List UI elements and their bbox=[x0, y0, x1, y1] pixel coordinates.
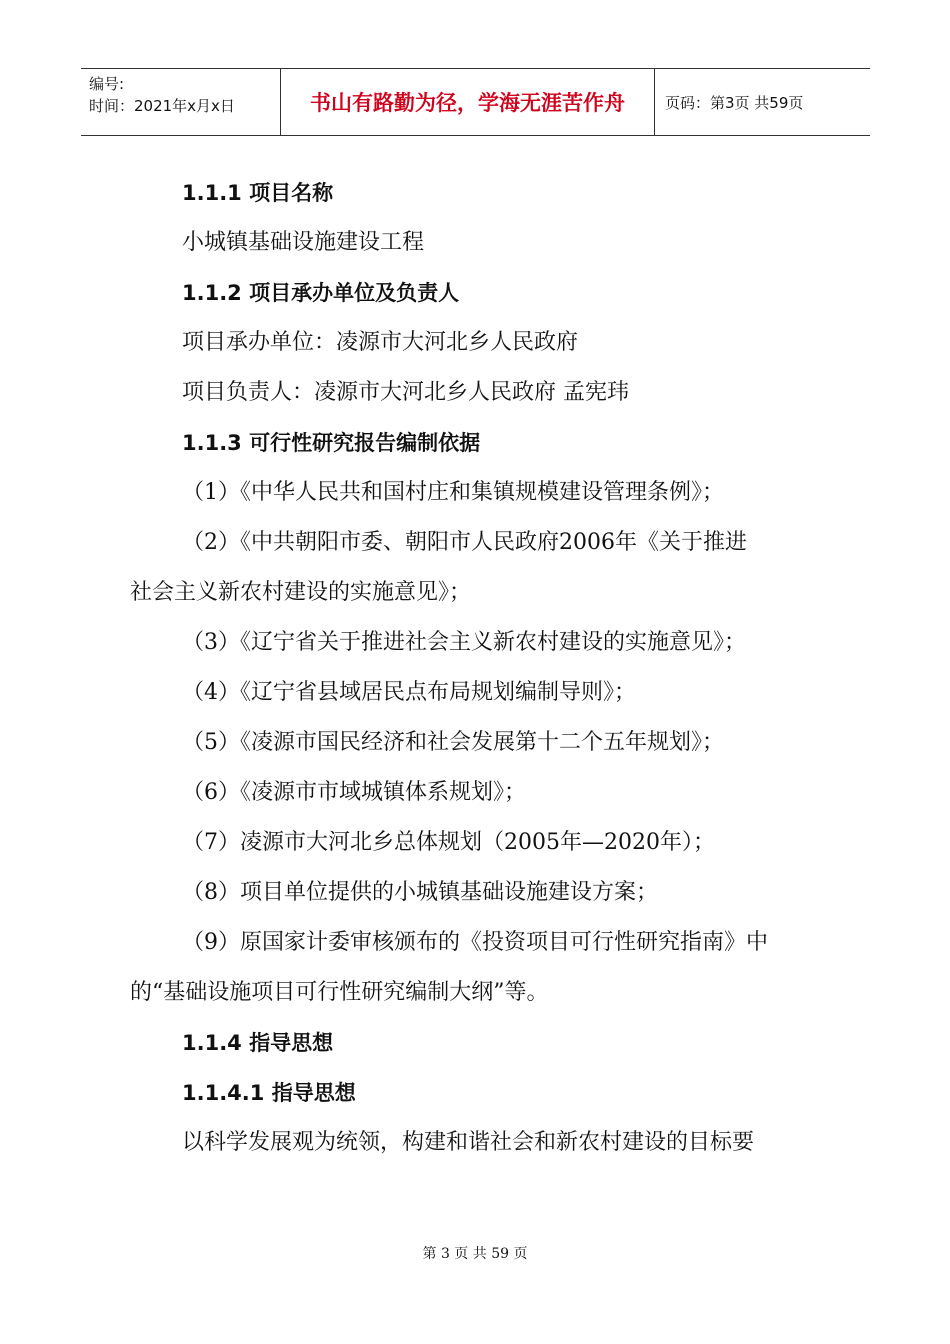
section-1-1-3-title: 1.1.3 可行性研究报告编制依据 bbox=[182, 431, 481, 455]
section-1-1-2-person: 项目负责人：凌源市大河北乡人民政府 孟宪玮 bbox=[182, 380, 629, 405]
basis-item-1: （1）《中华人民共和国村庄和集镇规模建设管理条例》； bbox=[182, 480, 724, 505]
page-header bbox=[81, 68, 870, 136]
number-label: 编号: bbox=[89, 75, 125, 93]
header-page-info: 页码：第3页 共59页 bbox=[665, 93, 804, 112]
basis-item-4: （4）《辽宁省县域居民点布局规划编制导则》； bbox=[182, 680, 636, 705]
time-label: 时间：2021年x月x日 bbox=[89, 97, 235, 115]
basis-item-9-cont: 的“基础设施项目可行性研究编制大纲”等。 bbox=[130, 980, 549, 1005]
basis-item-6: （6）《凌源市市域城镇体系规划》； bbox=[182, 780, 526, 805]
header-motto: 书山有路勤为径，学海无涯苦作舟 bbox=[281, 69, 655, 135]
header-meta bbox=[81, 69, 281, 135]
page-footer: 第 3 页 共 59 页 bbox=[422, 1246, 528, 1262]
section-1-1-4-1-title: 1.1.4.1 指导思想 bbox=[182, 1081, 356, 1105]
basis-item-2: （2）《中共朝阳市委、朝阳市人民政府2006年《关于推进 bbox=[182, 530, 747, 555]
section-1-1-4-1-body: 以科学发展观为统领，构建和谐社会和新农村建设的目标要 bbox=[182, 1130, 755, 1155]
section-1-1-4-title: 1.1.4 指导思想 bbox=[182, 1031, 334, 1055]
basis-item-5: （5）《凌源市国民经济和社会发展第十二个五年规划》； bbox=[182, 730, 724, 755]
basis-item-7: （7）凌源市大河北乡总体规划（2005年—2020年）； bbox=[182, 830, 715, 855]
basis-item-3: （3）《辽宁省关于推进社会主义新农村建设的实施意见》； bbox=[182, 630, 746, 655]
section-1-1-2-unit: 项目承办单位：凌源市大河北乡人民政府 bbox=[182, 330, 579, 355]
section-1-1-1-title: 1.1.1 项目名称 bbox=[182, 181, 334, 205]
basis-item-9: （9）原国家计委审核颁布的《投资项目可行性研究指南》中 bbox=[182, 930, 768, 955]
section-1-1-2-title: 1.1.2 项目承办单位及负责人 bbox=[182, 281, 460, 305]
document-body bbox=[130, 168, 830, 1168]
basis-item-8: （8）项目单位提供的小城镇基础设施建设方案； bbox=[182, 880, 658, 905]
basis-item-2-cont: 社会主义新农村建设的实施意见》； bbox=[130, 580, 472, 605]
section-1-1-1-body: 小城镇基础设施建设工程 bbox=[182, 230, 425, 255]
